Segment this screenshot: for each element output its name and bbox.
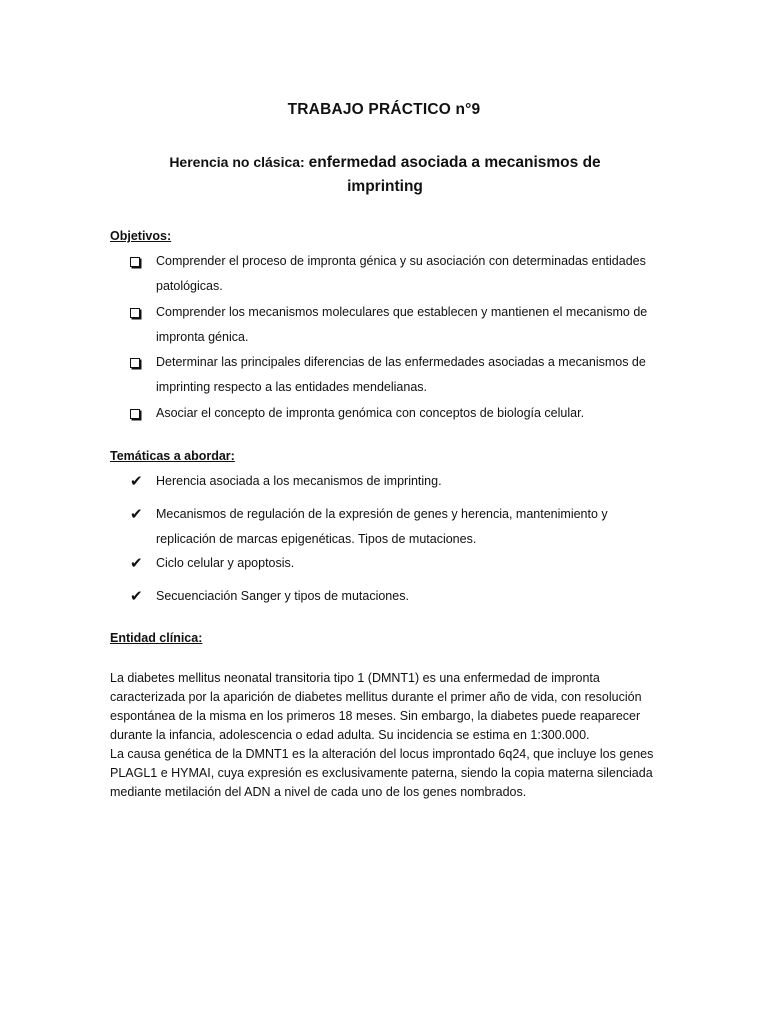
checkbox-icon: [130, 350, 148, 377]
checkmark-icon: ✔: [130, 588, 143, 605]
tematica-item: [130, 502, 670, 552]
objetivo-item: [130, 249, 670, 299]
objetivo-text: Determinar las principales diferencias de las enfermedades asociadas a mecanismos de imprinting respecto a las entidades mendelianas.: [156, 355, 646, 394]
objetivo-text: Asociar el concepto de impronta genómica con conceptos de biología celular.: [156, 406, 585, 420]
tematica-item: [130, 551, 670, 576]
checkmark-icon: ✔: [130, 555, 143, 572]
subtitle-rest: enfermedad asociada a mecanismos de imprinting: [308, 154, 601, 195]
tematica-text: Secuenciación Sanger y tipos de mutaciones.: [156, 589, 409, 603]
checkmark-icon: ✔: [130, 506, 143, 523]
objetivos-heading: Objetivos:: [110, 229, 172, 243]
tematica-item: [130, 469, 670, 494]
tematica-text: Herencia asociada a los mecanismos de imprinting.: [156, 474, 442, 488]
tematicas-heading: Temáticas a abordar:: [110, 449, 235, 463]
checkbox-icon: [130, 249, 148, 276]
entidad-paragraph: La diabetes mellitus neonatal transitoria tipo 1 (DMNT1) es una enfermedad de impronta caracterizada por la aparición de diabetes mellitus durante el primer año de vida, con resolución espontánea de la misma en los primeros 18 meses. Sin embargo, la diabetes puede reaparecer durante la infancia, adolescencia o edad adulta. Su incidencia se estima en 1:300.000.: [110, 671, 642, 742]
objetivo-item: [130, 350, 670, 400]
entidad-body: [110, 669, 670, 802]
tematica-text: Ciclo celular y apoptosis.: [156, 556, 295, 570]
tematica-item: [130, 584, 670, 609]
document-subtitle: [150, 150, 620, 199]
entidad-heading: Entidad clínica:: [110, 631, 203, 645]
objetivo-item: [130, 401, 670, 426]
objetivo-text: Comprender el proceso de impronta génica y su asociación con determinadas entidades patológicas.: [156, 254, 646, 293]
checkbox-icon: [130, 300, 148, 327]
checkbox-icon: [130, 401, 148, 428]
entidad-paragraph: La causa genética de la DMNT1 es la alteración del locus improntado 6q24, que incluye los genes PLAGL1 e HYMAI, cuya expresión es exclusivamente paterna, siendo la copia materna silenciada mediante metilación del ADN a nivel de cada uno de los genes nombrados.: [110, 747, 654, 799]
subtitle-lead: Herencia no clásica:: [169, 154, 309, 170]
document-title: TRABAJO PRÁCTICO n°9: [287, 101, 481, 118]
checkmark-icon: ✔: [130, 473, 143, 490]
tematica-text: Mecanismos de regulación de la expresión de genes y herencia, mantenimiento y replicación de marcas epigenéticas. Tipos de mutaciones.: [156, 507, 608, 546]
objetivo-item: [130, 300, 670, 350]
objetivo-text: Comprender los mecanismos moleculares que establecen y mantienen el mecanismo de impronta génica.: [156, 305, 648, 344]
